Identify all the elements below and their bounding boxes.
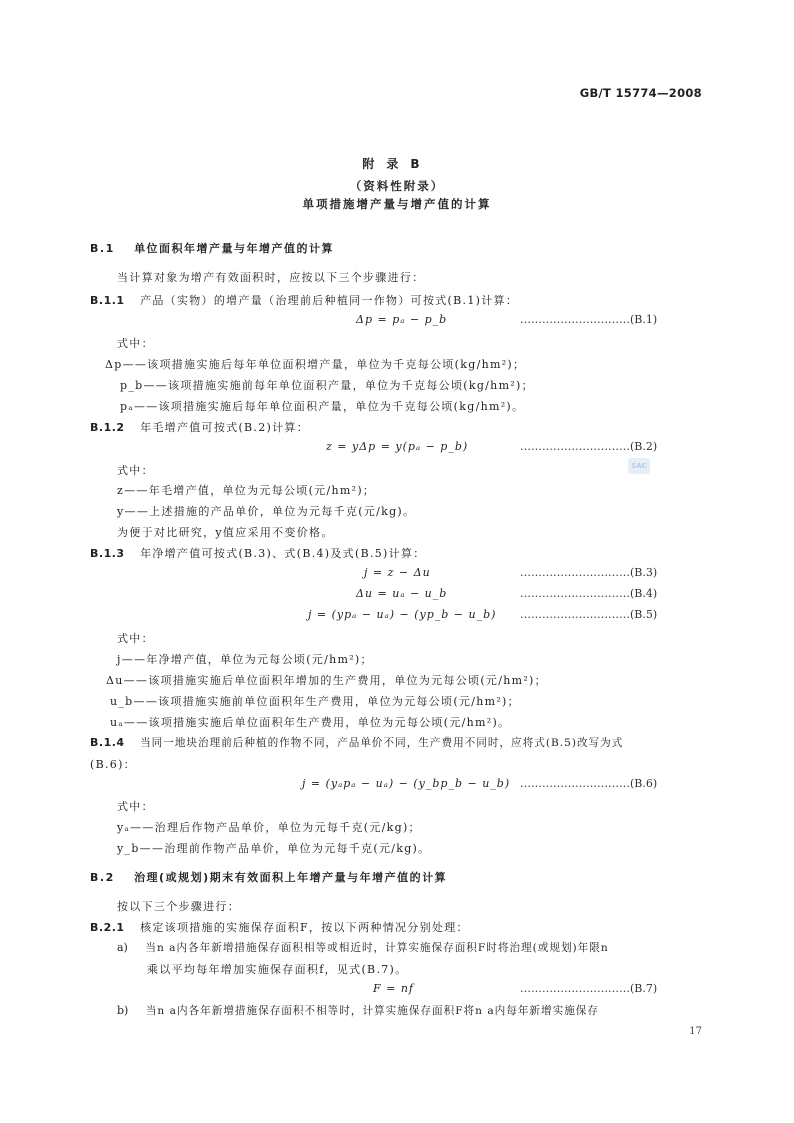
list-label: a) [117, 941, 128, 954]
equation-b5: j = (ypₐ − uₐ) − (yp_b − u_b) [308, 608, 497, 621]
where-label: 式中： [117, 632, 154, 645]
clause-text: 产品（实物）的增产量（治理前后种植同一作物）可按式(B.1)计算： [140, 294, 519, 307]
clause-text: 当同一地块治理前后种植的作物不同，产品单价不同，生产费用不同时，应将式(B.5)改写为式 [140, 737, 624, 749]
list-item-a [117, 940, 609, 955]
equation-b4: Δu = uₐ − u_b [356, 587, 448, 600]
annex-title: 附录B [362, 157, 432, 171]
clause-number: B.1.4 [90, 736, 125, 749]
clause-b21 [90, 919, 469, 935]
definition: yₐ——治理后作物产品单价，单位为元每千克(元/kg)； [117, 821, 421, 834]
section-number: B.1 [90, 242, 115, 255]
equation-b1: Δp = pₐ − p_b [356, 313, 448, 326]
paragraph: 当计算对象为增产有效面积时，应按以下三个步骤进行： [117, 271, 425, 284]
definition: Δu——该项措施实施后单位面积年增加的生产费用，单位为元每公顷(元/hm²)； [106, 674, 547, 687]
equation-number: …………………………(B.1) [520, 313, 658, 326]
clause-b13 [90, 545, 426, 561]
list-text-continued: 乘以平均每年增加实施保存面积f，见式(B.7)。 [147, 963, 408, 976]
definition: Δp——该项措施实施后每年单位面积增产量，单位为千克每公顷(kg/hm²)； [105, 358, 526, 371]
clause-b11 [90, 292, 518, 308]
where-label: 式中： [117, 800, 154, 813]
note: 为便于对比研究，y值应采用不变价格。 [117, 526, 334, 539]
equation-b7: F = nf [373, 982, 414, 995]
section-b1-heading [90, 240, 334, 256]
standard-code: GB/T 15774—2008 [579, 86, 702, 100]
definition: pₐ——该项措施实施后每年单位面积产量，单位为千克每公顷(kg/hm²)。 [120, 400, 525, 413]
where-label: 式中： [117, 464, 154, 477]
equation-b3: j = z − Δu [364, 566, 431, 579]
list-item-b [117, 1003, 599, 1018]
equation-b2: z = yΔp = y(pₐ − p_b) [326, 440, 469, 453]
list-label: b) [117, 1004, 129, 1017]
clause-text: 核定该项措施的实施保存面积F，按以下两种情况分别处理： [140, 921, 469, 934]
annex-name: 单项措施增产量与增产值的计算 [302, 197, 492, 211]
clause-text-continued: (B.6)： [90, 758, 136, 771]
definition: j——年净增产值，单位为元每公顷(元/hm²)； [117, 653, 373, 666]
clause-number: B.2.1 [90, 921, 125, 934]
annex-subtitle: （资料性附录） [349, 179, 445, 193]
where-label: 式中： [117, 337, 154, 350]
definition: p_b——该项措施实施前每年单位面积产量，单位为千克每公顷(kg/hm²)； [120, 379, 534, 392]
definition: z——年毛增产值，单位为元每公顷(元/hm²)； [117, 484, 376, 497]
section-title: 单位面积年增产量与年增产值的计算 [134, 242, 335, 255]
equation-b6: j = (yₐpₐ − uₐ) − (y_bp_b − u_b) [302, 777, 511, 790]
paragraph: 按以下三个步骤进行： [117, 900, 240, 913]
equation-number: …………………………(B.4) [520, 587, 658, 600]
equation-number: …………………………(B.2) [520, 440, 658, 453]
section-b2-heading [90, 869, 447, 885]
clause-text: 年净增产值可按式(B.3)、式(B.4)及式(B.5)计算： [140, 547, 426, 560]
clause-text: 年毛增产值可按式(B.2)计算： [140, 421, 310, 434]
clause-b14 [90, 735, 623, 750]
equation-number: …………………………(B.6) [520, 777, 658, 790]
definition: uₐ——该项措施实施后单位面积年生产费用，单位为元每公顷(元/hm²)。 [110, 716, 511, 729]
list-text: 当n a内各年新增措施保存面积相等或相近时，计算实施保存面积F时将治理(或规划)年限n [145, 942, 609, 954]
section-number: B.2 [90, 871, 115, 884]
equation-number: …………………………(B.5) [520, 608, 658, 621]
sac-watermark-logo: SAC [628, 458, 650, 474]
definition: y——上述措施的产品单价，单位为元每千克(元/kg)。 [117, 505, 416, 518]
clause-number: B.1.1 [90, 294, 125, 307]
section-title: 治理(或规划)期末有效面积上年增产量与年增产值的计算 [134, 871, 448, 884]
equation-number: …………………………(B.3) [520, 566, 658, 579]
equation-number: …………………………(B.7) [520, 982, 658, 995]
definition: y_b——治理前作物产品单价，单位为元每千克(元/kg)。 [117, 842, 431, 855]
definition: u_b——该项措施实施前单位面积年生产费用，单位为元每公顷(元/hm²)； [110, 695, 520, 708]
page-number: 17 [689, 1026, 702, 1037]
clause-number: B.1.2 [90, 421, 125, 434]
clause-number: B.1.3 [90, 547, 125, 560]
clause-b12 [90, 419, 309, 435]
list-text: 当n a内各年新增措施保存面积不相等时，计算实施保存面积F将n a内每年新增实施保存 [145, 1005, 599, 1017]
